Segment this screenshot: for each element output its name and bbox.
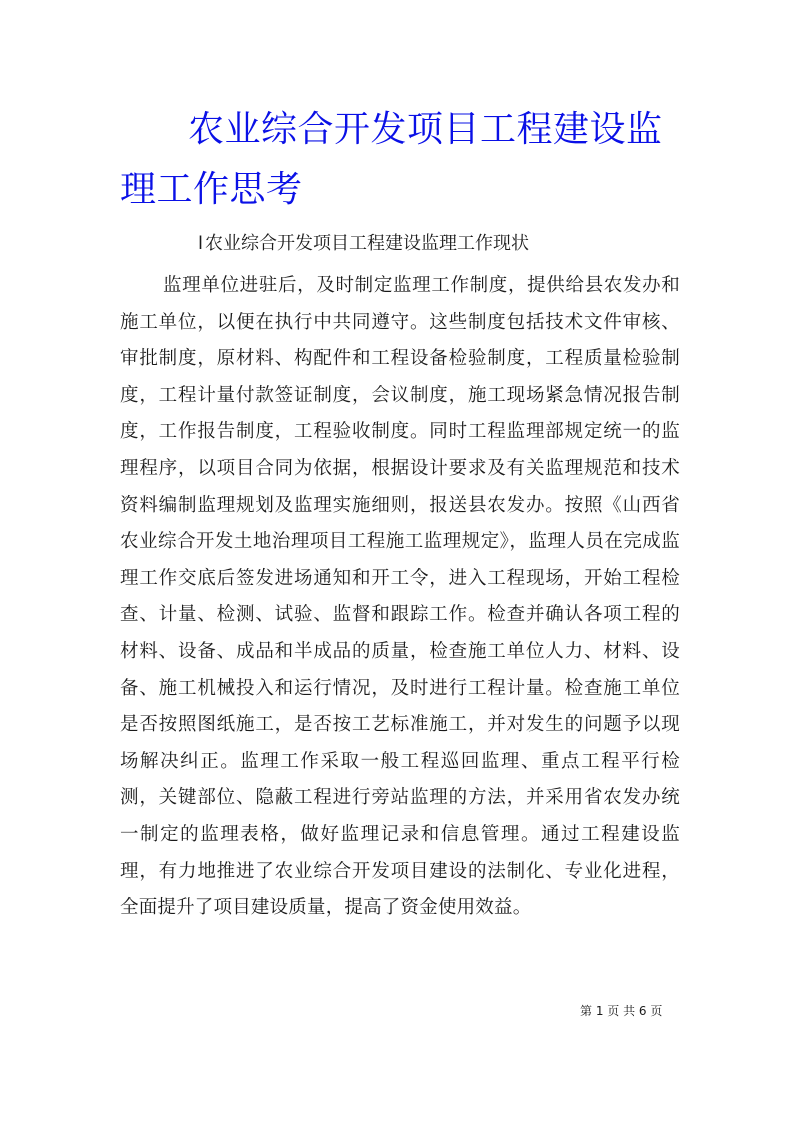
section-heading [198, 232, 529, 256]
page-number-footer: 第 1 页 共 6 页 [580, 1004, 663, 1018]
body-paragraph: 监理单位进驻后，及时制定监理工作制度，提供给县农发办和施工单位，以便在执行中共同遵守。这些制度包括技术文件审核、审批制度，原材料、构配件和工程设备检验制度，工程质量检验制度，工程计量付款签证制度，会议制度，施工现场紧急情况报告制度，工作报告制度，工程验收制度。同时工程监理部规定统一的监理程序，以项目合同为依据，根据设计要求及有关监理规范和技术资料编制监理规划及监理实施细则，报送县农发办。按照《山西省农业综合开发土地治理项目工程施工监理规定》，监理人员在完成监理工作交底后签发进场通知和开工令，进入工程现场，开始工程检查、计量、检测、试验、监督和跟踪工作。检查并确认各项工程的材料、设备、成品和半成品的质量，检查施工单位人力、材料、设备、施工机械投入和运行情况，及时进行工程计量。检查施工单位是否按照图纸施工，是否按工艺标准施工，并对发生的问题予以现场解决纠正。监理工作采取一般工程巡回监理、重点工程平行检测，关键部位、隐蔽工程进行旁站监理的方法，并采用省农发办统一制定的监理表格，做好监理记录和信息管理。通过工程建设监理，有力地推进了农业综合开发项目建设的法制化、专业化进程，全面提升了项目建设质量，提高了资金使用效益。 [120, 275, 680, 919]
page-title: 农业综合开发项目工程建设监理工作思考 [120, 109, 663, 210]
bullet-marker: l [198, 233, 204, 254]
section-heading-text: 农业综合开发项目工程建设监理工作现状 [205, 233, 530, 254]
